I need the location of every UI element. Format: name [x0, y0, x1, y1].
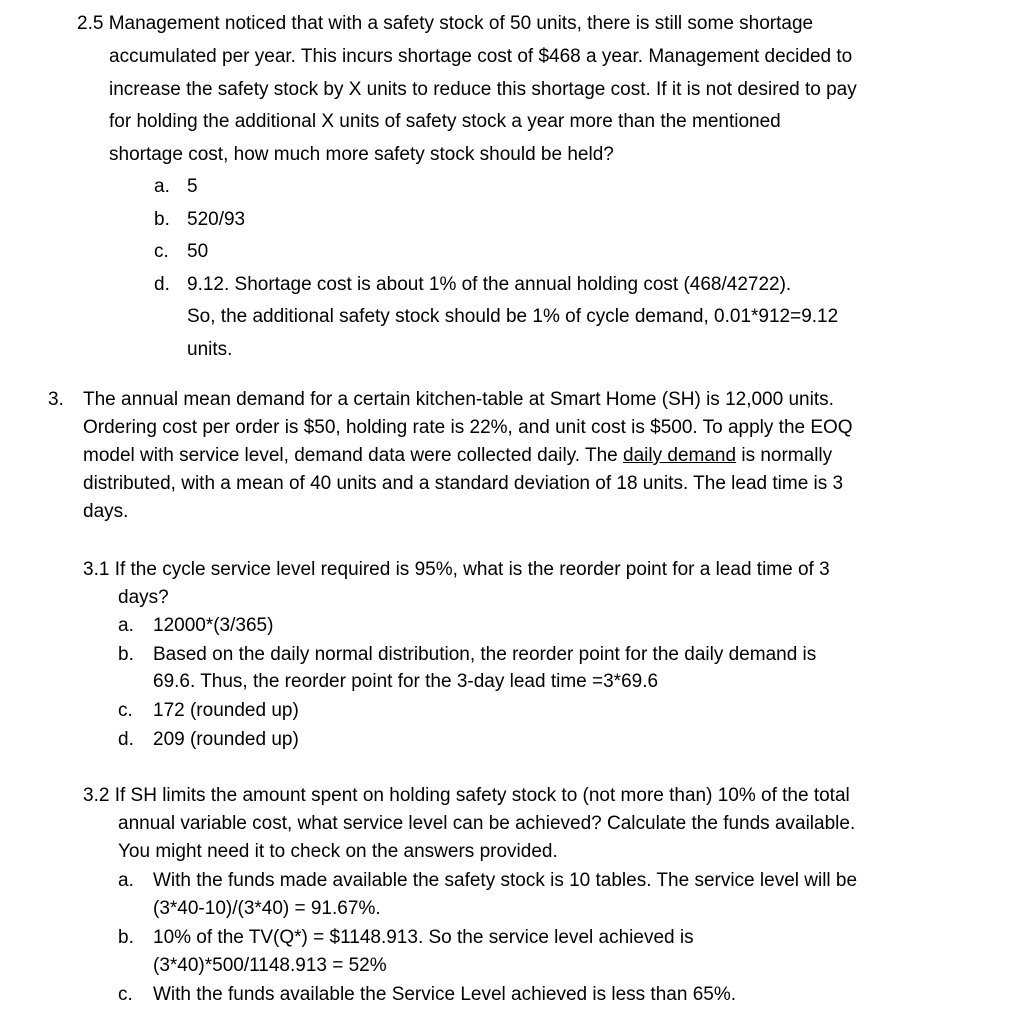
q2-5-line-1: 2.5 Management noticed that with a safety stock of 50 units, there is still some shortage [77, 13, 814, 34]
q3-2-option-b-label: b. [118, 927, 134, 948]
q2-5-option-c-text: 50 [187, 241, 209, 262]
q2-5-option-d-line-3: units. [187, 339, 233, 360]
q3-2-line-3: You might need it to check on the answers provided. [118, 841, 558, 862]
q2-5-line-5: shortage cost, how much more safety stock should be held? [109, 144, 614, 165]
q3-line-2: Ordering cost per order is $50, holding rate is 22%, and unit cost is $500. To apply the EOQ [83, 417, 853, 438]
q2-5-option-d-line-1: 9.12. Shortage cost is about 1% of the annual holding cost (468/42722). [187, 274, 792, 295]
q3-1-option-d-label: d. [118, 729, 134, 750]
q2-5-option-a-text: 5 [187, 176, 198, 197]
q2-5-option-a-label: a. [154, 176, 170, 197]
q3-2-option-a-line-2: (3*40-10)/(3*40) = 91.67%. [153, 898, 381, 919]
q3-line-3-start: model with service level, demand data were collected daily. The [83, 445, 618, 466]
q3-2-option-b-line-2: (3*40)*500/1148.913 = 52% [153, 955, 387, 976]
q3-1-line-2: days? [118, 587, 169, 608]
q2-5-option-d-label: d. [154, 274, 170, 295]
q3-1-option-b-line-2: 69.6. Thus, the reorder point for the 3-day lead time =3*69.6 [153, 671, 659, 692]
q2-5-option-d-line-2: So, the additional safety stock should be 1% of cycle demand, 0.01*912=9.12 [187, 306, 839, 327]
q3-2-line-2: annual variable cost, what service level can be achieved? Calculate the funds available. [118, 813, 856, 834]
q2-5-option-b-text: 520/93 [187, 209, 246, 230]
q3-daily-demand-underlined: daily demand [623, 445, 737, 466]
q3-1-option-c-label: c. [118, 700, 133, 721]
q3-line-4: distributed, with a mean of 40 units and a standard deviation of 18 units. The lead time is 3 [83, 473, 844, 494]
q2-5-line-2: accumulated per year. This incurs shortage cost of $468 a year. Management decided to [109, 46, 853, 67]
q2-5-line-4: for holding the additional X units of safety stock a year more than the mentioned [109, 111, 781, 132]
q3-2-option-a-line-1: With the funds made available the safety stock is 10 tables. The service level will be [153, 870, 858, 891]
q3-2-option-a-label: a. [118, 870, 134, 891]
q3-2-line-1: 3.2 If SH limits the amount spent on holding safety stock to (not more than) 10% of the total [83, 785, 850, 806]
q2-5-option-b-label: b. [154, 209, 170, 230]
q3-1-option-c-text: 172 (rounded up) [153, 700, 299, 721]
q3-1-line-1: 3.1 If the cycle service level required is 95%, what is the reorder point for a lead time of 3 [83, 559, 830, 580]
q3-line-5: days. [83, 501, 129, 522]
q3-line-3 [83, 444, 832, 468]
q3-1-option-d-text: 209 (rounded up) [153, 729, 299, 750]
q3-2-option-c-text: With the funds available the Service Level achieved is less than 65%. [153, 984, 736, 1005]
q3-line-1: The annual mean demand for a certain kitchen-table at Smart Home (SH) is 12,000 units. [83, 389, 834, 410]
q3-1-option-a-text: 12000*(3/365) [153, 615, 274, 636]
q3-2-option-b-line-1: 10% of the TV(Q*) = $1148.913. So the service level achieved is [153, 927, 694, 948]
q2-5-line-3: increase the safety stock by X units to reduce this shortage cost. If it is not desired to pay [109, 79, 857, 100]
q3-1-option-b-label: b. [118, 644, 134, 665]
q3-2-option-c-label: c. [118, 984, 133, 1005]
q2-5-option-c-label: c. [154, 241, 169, 262]
q3-line-3-end: is normally [741, 445, 833, 466]
q3-1-option-b-line-1: Based on the daily normal distribution, the reorder point for the daily demand is [153, 644, 817, 665]
q3-1-option-a-label: a. [118, 615, 134, 636]
q3-number: 3. [48, 389, 64, 410]
